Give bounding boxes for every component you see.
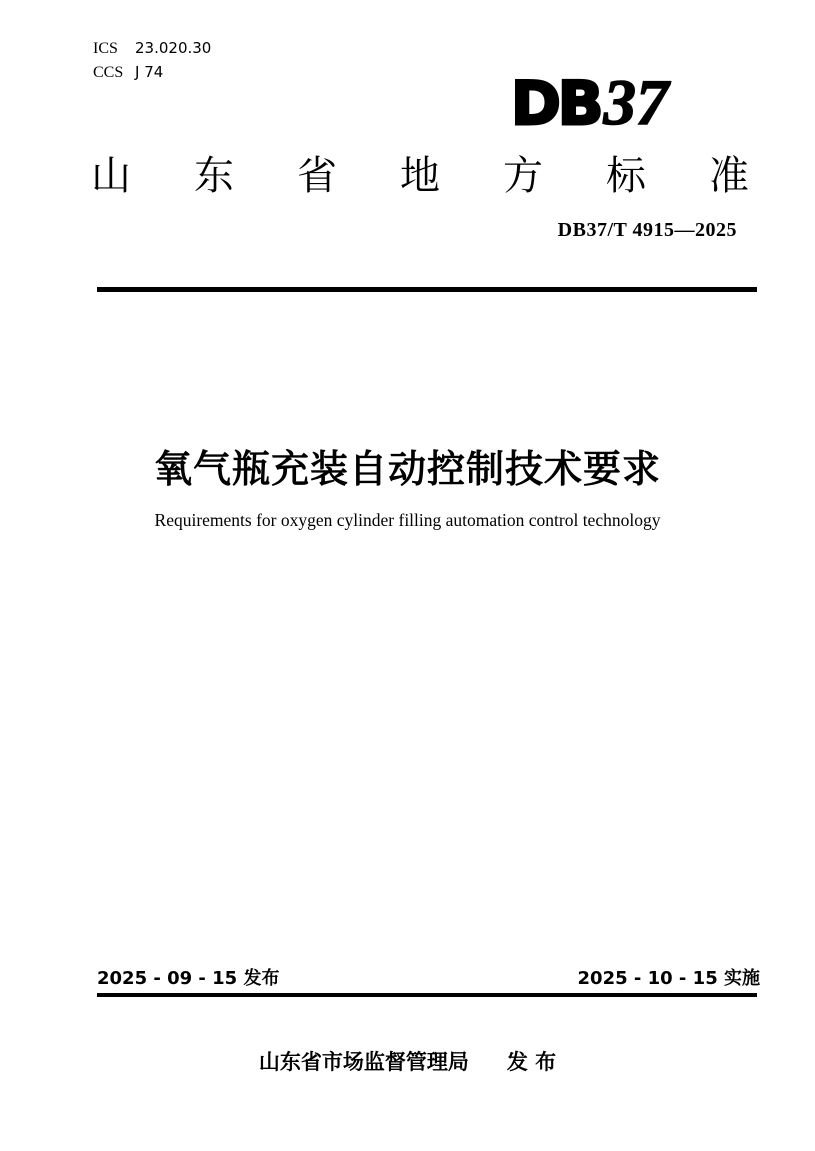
ics-label: ICS: [93, 40, 118, 57]
implement-date: 2025 - 10 - 15 实施: [577, 968, 760, 989]
ccs-line: [93, 60, 211, 84]
publish-date: 2025 - 09 - 15 发布: [97, 968, 280, 989]
ics-line: [93, 36, 211, 60]
issuer-name: 山东省市场监督管理局: [258, 1050, 469, 1074]
document-title-en: Requirements for oxygen cylinder filling automation control technology: [154, 510, 661, 530]
ccs-value: J 74: [135, 63, 164, 81]
standard-number: DB37/T 4915—2025: [557, 219, 737, 241]
bottom-divider-rule: [97, 993, 757, 997]
top-divider-rule: [97, 287, 757, 292]
classification-codes: [93, 36, 211, 84]
document-title-zh: 氧气瓶充装自动控制技术要求: [153, 447, 661, 491]
issue-label: 发 布: [506, 1050, 557, 1074]
db37-logo-db-text: DB: [511, 69, 601, 139]
date-row: [97, 964, 760, 990]
ccs-label: CCS: [93, 64, 124, 81]
db37-logo: [511, 66, 669, 141]
db37-logo-region-code: 37: [603, 67, 669, 139]
ics-value: 23.020.30: [135, 39, 212, 57]
standard-type-title: 山 东 省 地 方 标 准: [91, 153, 749, 199]
issuer-row: [0, 1046, 815, 1076]
